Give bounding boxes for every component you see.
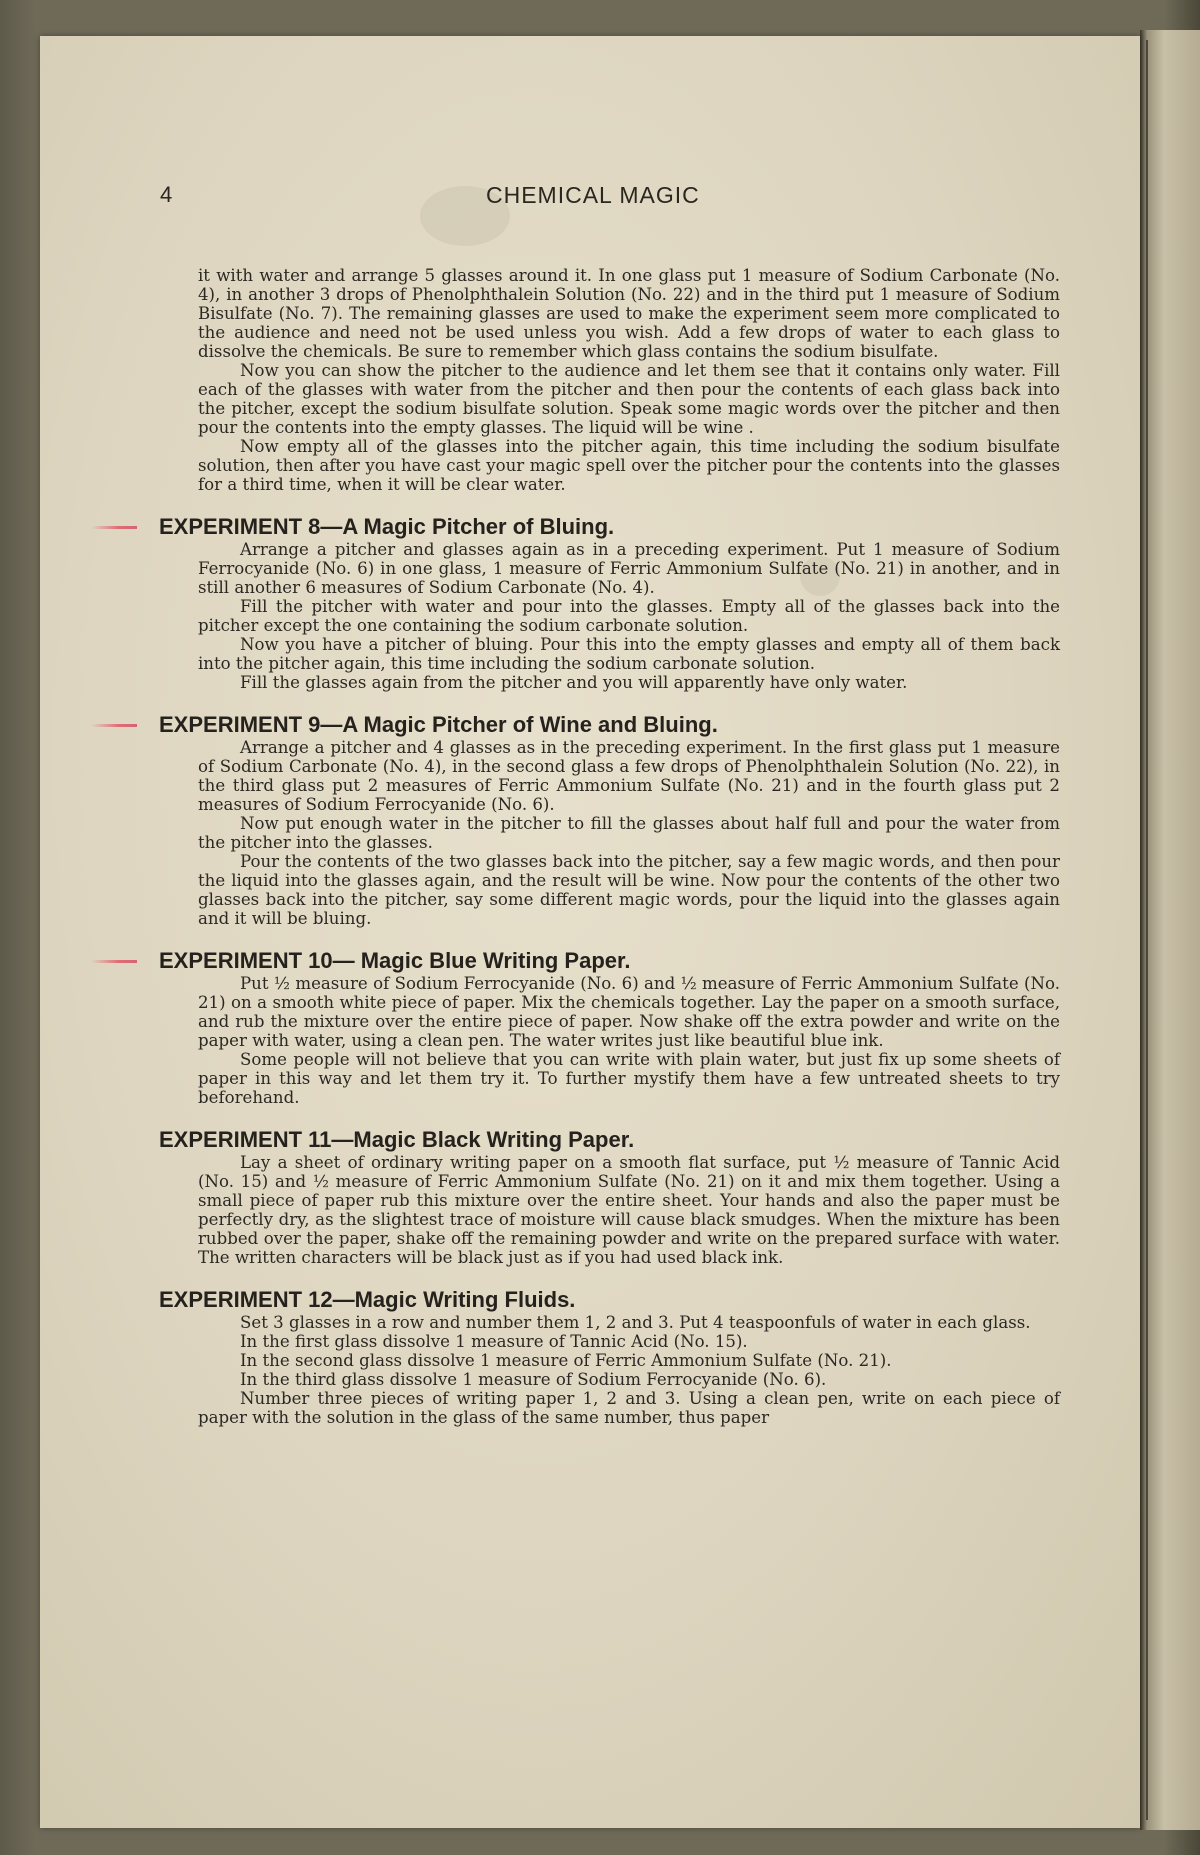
red-margin-mark xyxy=(91,960,137,963)
paragraph: Lay a sheet of ordinary writing paper on a smooth flat surface, put ½ measure of Tannic Acid (No. 15) and ½ measure of Ferric Ammonium Sulfate (No. 21) on it and mix them together. Using a small piece of paper rub this mixture over the entire sheet. Your hands and also the paper must be perfectly dry, as the slightest trace of moisture will cause black smudges. When the mixture has been rubbed over the paper, shake off the remaining powder and write on the prepared surface with water. The written characters will be black just as if you had used black ink. xyxy=(198,1153,1060,1267)
experiment-heading-text: EXPERIMENT 10— Magic Blue Writing Paper. xyxy=(159,948,631,973)
page-header xyxy=(160,182,1060,222)
running-title: CHEMICAL MAGIC xyxy=(486,182,700,208)
paragraph: Fill the pitcher with water and pour into the glasses. Empty all of the glasses back into the pitcher except the one containing the sodium carbonate solution. xyxy=(198,597,1060,635)
experiment-12-section xyxy=(159,1287,1060,1427)
paragraph: Now you have a pitcher of bluing. Pour this into the empty glasses and empty all of them back into the pitcher again, this time including the sodium carbonate solution. xyxy=(198,635,1060,673)
red-margin-mark xyxy=(91,724,137,727)
paragraph: In the first glass dissolve 1 measure of Tannic Acid (No. 15). xyxy=(240,1332,748,1351)
book-spine xyxy=(1146,40,1148,1820)
paragraph: Now empty all of the glasses into the pitcher again, this time including the sodium bisulfate solution, then after you have cast your magic spell over the pitcher pour the contents into the glasses for a third time, when it will be clear water. xyxy=(198,437,1060,494)
experiment-heading-text: EXPERIMENT 12—Magic Writing Fluids. xyxy=(159,1287,576,1312)
paragraph: Number three pieces of writing paper 1, 2 and 3. Using a clean pen, write on each piece of paper with the solution in the glass of the same number, thus paper xyxy=(198,1389,1060,1427)
experiment-heading-text: EXPERIMENT 9—A Magic Pitcher of Wine and Bluing. xyxy=(159,712,718,737)
experiment-heading-text: EXPERIMENT 11—Magic Black Writing Paper. xyxy=(159,1127,635,1152)
page-number: 4 xyxy=(160,182,173,207)
paragraph: Pour the contents of the two glasses back into the pitcher, say a few magic words, and then pour the liquid into the glasses again, and the result will be wine. Now pour the contents of the other two glasses back into the pitcher, say some different magic words, pour the liquid into the glasses again and it will be bluing. xyxy=(198,852,1060,928)
paragraph: Put ½ measure of Sodium Ferrocyanide (No. 6) and ½ measure of Ferric Ammonium Sulfate (No. 21) on a smooth white piece of paper. Mix the chemicals together. Lay the paper on a smooth surface, and rub the mixture over the entire piece of paper. Now shake off the extra powder and write on the paper with water, using a clean pen. The water writes just like beautiful blue ink. xyxy=(198,974,1060,1050)
red-margin-mark xyxy=(91,526,137,529)
experiment-9-section xyxy=(159,712,1060,928)
experiment-11-section xyxy=(159,1127,1060,1267)
experiment-10-section xyxy=(159,948,1060,1107)
paragraph: Some people will not believe that you can write with plain water, but just fix up some sheets of paper in this way and let them try it. To further mystify them have a few untreated sheets to try beforehand. xyxy=(198,1050,1060,1107)
experiment-heading xyxy=(159,1287,1060,1313)
paragraph: In the third glass dissolve 1 measure of Sodium Ferrocyanide (No. 6). xyxy=(240,1370,827,1389)
paragraph: it with water and arrange 5 glasses around it. In one glass put 1 measure of Sodium Carbonate (No. 4), in another 3 drops of Phenolphthalein Solution (No. 22) and in the third put 1 measure of Sodium Bisulfate (No. 7). The remaining glasses are used to make the experiment seem more complicated to the audience and need not be used unless you wish. Add a few drops of water to each glass to dissolve the chemicals. Be sure to remember which glass contains the sodium bisulfate. xyxy=(198,266,1060,361)
experiment-heading xyxy=(159,514,1060,540)
experiment-heading xyxy=(159,712,1060,738)
paragraph: Now you can show the pitcher to the audience and let them see that it contains only water. Fill each of the glasses with water from the pitcher and then pour the contents of each glass back into the pitcher, except the sodium bisulfate solution. Speak some magic words over the pitcher and then pour the contents into the empty glasses. The liquid will be wine . xyxy=(198,361,1060,437)
paragraph: Now put enough water in the pitcher to fill the glasses about half full and pour the water from the pitcher into the glasses. xyxy=(198,814,1060,852)
paragraph: Arrange a pitcher and glasses again as in a preceding experiment. Put 1 measure of Sodium Ferrocyanide (No. 6) in one glass, 1 measure of Ferric Ammonium Sulfate (No. 21) in another, and in still another 6 measures of Sodium Carbonate (No. 4). xyxy=(198,540,1060,597)
paragraph: In the second glass dissolve 1 measure of Ferric Ammonium Sulfate (No. 21). xyxy=(240,1351,892,1370)
experiment-8-section xyxy=(159,514,1060,692)
facing-page-edge xyxy=(1140,30,1200,1830)
paragraph: Set 3 glasses in a row and number them 1, 2 and 3. Put 4 teaspoonfuls of water in each glass. xyxy=(240,1313,1031,1332)
paragraph: Arrange a pitcher and 4 glasses as in the preceding experiment. In the first glass put 1 measure of Sodium Carbonate (No. 4), in the second glass a few drops of Phenolphthalein Solution (No. 22), in the third glass put 2 measures of Ferric Ammonium Sulfate (No. 21) and in the fourth glass put 2 measures of Sodium Ferrocyanide (No. 6). xyxy=(198,738,1060,814)
paragraph: Fill the glasses again from the pitcher and you will apparently have only water. xyxy=(240,673,908,692)
page-body xyxy=(159,266,1060,1427)
intro-section xyxy=(198,266,1060,494)
experiment-heading xyxy=(159,948,1060,974)
experiment-heading xyxy=(159,1127,1060,1153)
experiment-heading-text: EXPERIMENT 8—A Magic Pitcher of Bluing. xyxy=(159,514,615,539)
